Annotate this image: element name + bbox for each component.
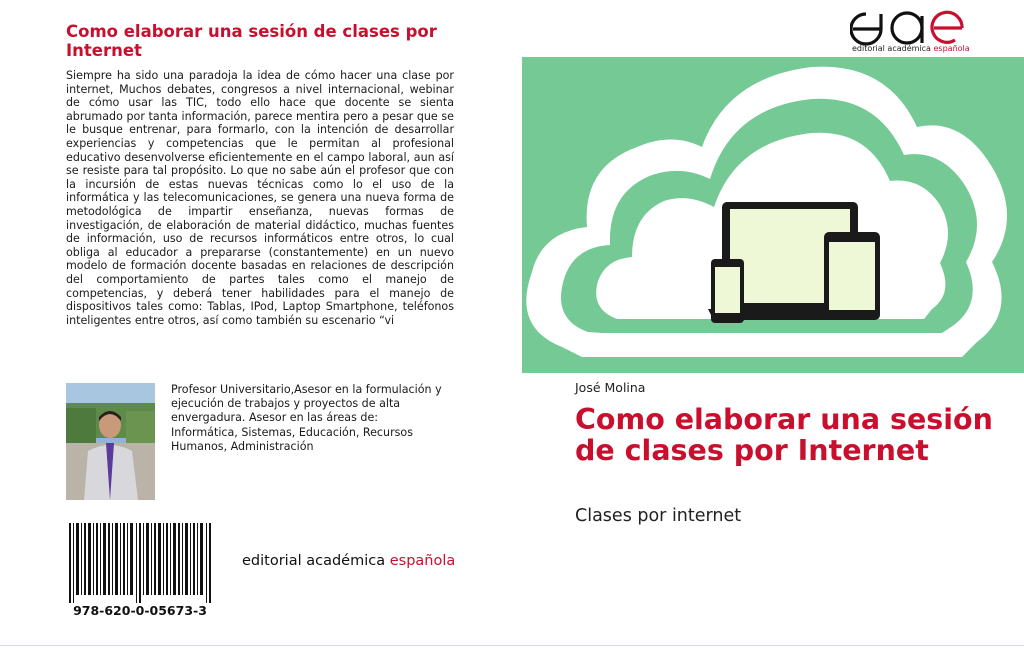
isbn: 978-620-0-05673-3 [73, 603, 207, 618]
smartphone-icon [711, 259, 744, 323]
cover-illustration [522, 57, 1024, 373]
back-cover-blurb: Siempre ha sido una paradoja la idea de cómo hacer una clase por internet, Muchos debates, congresos a nivel internacional, webinar de cómo usar las TIC, todo ello hace que docente se sienta abrumado por tanta información, parece mentira pero a pesar que se le busque entrenar, para formarlo, con la intención de desarrollar experiencias y competencias que le permitan al profesional educativo desenvolverse eficientemente en el campo laboral, aun así se resiste para tal propósito. Lo que no sabe aún el profesor que con la incursión de estas nuevas técnicas como lo el uso de la informática y las telecomunicaciones, se genera una nueva forma de metodológica de impartir enseñanza, nuevas formas de investigación, de elaboración de material didáctico, muchas fuentes de información, uso de recursos informáticos entre otros, lo cual obliga al educador a prepararse (constantemente) en un nuevo modelo de formación docente basadas en relaciones de descripción del comportamiento de partes tales como el manejo de competencias, y deberá tener habilidades para el manejo de dispositivos tales como: Tablas, IPod, Laptop Smartphone, teléfonos inteligentes entre otros, así como también su escenario “vi [66, 69, 454, 327]
logo-text [852, 44, 970, 53]
publisher-name [242, 553, 455, 569]
author-photo [66, 383, 155, 500]
publisher-name-accent: española [389, 553, 456, 569]
author-bio: Profesor Universitario,Asesor en la formulación y ejecución de trabajos y proyectos de alta envergadura. Asesor en las áreas de: Informática, Sistemas, Educación, Recursos Humanos, Administración [171, 383, 442, 453]
logo-text-accent: española [933, 44, 970, 53]
publisher-name-main: editorial académica [242, 553, 390, 569]
bottom-divider [0, 645, 1024, 646]
barcode [69, 523, 211, 603]
cover-title: Como elaborar una sesión de clases por Internet [575, 403, 993, 467]
logo-text-main: editorial académica [852, 44, 934, 53]
cover-subtitle: Clases por internet [575, 506, 742, 526]
back-cover-title: Como elaborar una sesión de clases por Internet [66, 22, 437, 60]
tablet-icon [824, 232, 880, 320]
cover-author: José Molina [575, 380, 646, 395]
